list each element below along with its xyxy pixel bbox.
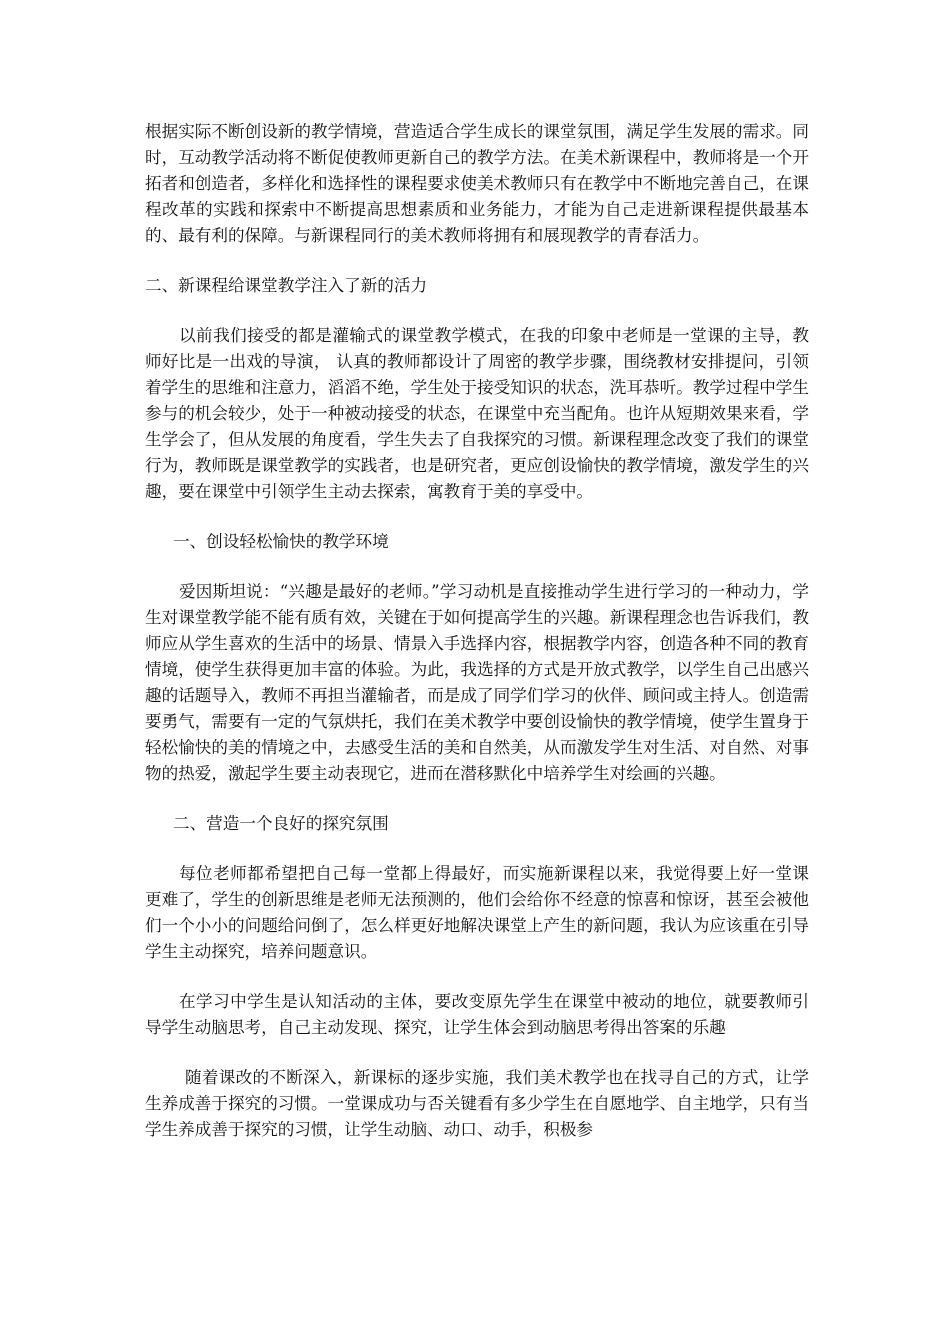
body-paragraph: 随着课改的不断深入，新课标的逐步实施，我们美术教学也在找寻自己的方式，让学生养成善于探究的习惯。一堂课成功与否关键看有多少学生在自愿地学、自主地学，只有当学生养成善于探究的习惯，让学生动脑、动口、动手，积极参 [145,1068,809,1139]
body-paragraph: 每位老师都希望把自己每一堂都上得最好，而实施新课程以来，我觉得要上好一堂课更难了，学生的创新思维是老师无法预测的，他们会给你不经意的惊喜和惊讶，甚至会被他们一个小小的问题给问倒了，怎么样更好地解决课堂上产生的新问题，我认为应该重在引导学生主动探究，培养问题意识。 [145,864,809,961]
body-paragraph: 爱因斯坦说：“兴趣是最好的老师。”学习动机是直接推动学生进行学习的一种动力，学生对课堂教学能不能有质有效，关键在于如何提高学生的兴趣。新课程理念也告诉我们，教师应从学生喜欢的生活中的场景、情景入手选择内容，根据教学内容，创造各种不同的教育情境，使学生获得更加丰富的体验。为此，我选择的方式是开放式教学，以学生自己出感兴趣的话题导入，教师不再担当灌输者，而是成了同学们学习的伙伴、顾问或主持人。创造需要勇气，需要有一定的气氛烘托，我们在美术教学中要创设愉快的教学情境，使学生置身于轻松愉快的美的情境之中，去感受生活的美和自然美，从而激发学生对生活、对自然、对事物的热爱，激起学生要主动表现它，进而在潜移默化中培养学生对绘画的兴趣。 [145,582,809,783]
body-paragraph: 以前我们接受的都是灌输式的课堂教学模式，在我的印象中老师是一堂课的主导，教师好比是一出戏的导演， 认真的教师都设计了周密的教学步骤，围绕教材安排提问，引领着学生的思维和注意力，滔滔不绝，学生处于接受知识的状态，洗耳恭听。教学过程中学生参与的机会较少，处于一种被动接受的状态，在课堂中充当配角。也许从短期效果来看，学生学会了，但从发展的角度看，学生失去了自我探究的习惯。新课程理念改变了我们的课堂行为，教师既是课堂教学的实践者，也是研究者，更应创设愉快的教学情境，激发学生的兴趣，要在课堂中引领学生主动去探索，寓教育于美的享受中。 [145,326,809,501]
document-page [145,119,809,1167]
section-heading: 二、新课程给课堂教学注入了新的活力 [145,276,428,295]
subsection-heading: 二、营造一个良好的探究氛围 [173,814,389,833]
body-paragraph: 在学习中学生是认知活动的主体，要改变原先学生在课堂中被动的地位，就要教师引导学生动脑思考，自己主动发现、探究，让学生体会到动脑思考得出答案的乐趣 [145,992,809,1037]
body-paragraph: 根据实际不断创设新的教学情境，营造适合学生成长的课堂氛围，满足学生发展的需求。同时，互动教学活动将不断促使教师更新自己的教学方法。在美术新课程中，教师将是一个开拓者和创造者，多样化和选择性的课程要求使美术教师只有在教学中不断地完善自己，在课程改革的实践和探索中不断提高思想素质和业务能力，才能为自己走进新课程提供最基本的、最有利的保障。与新课程同行的美术教师将拥有和展现教学的青春活力。 [145,122,809,245]
subsection-heading: 一、创设轻松愉快的教学环境 [173,532,389,551]
